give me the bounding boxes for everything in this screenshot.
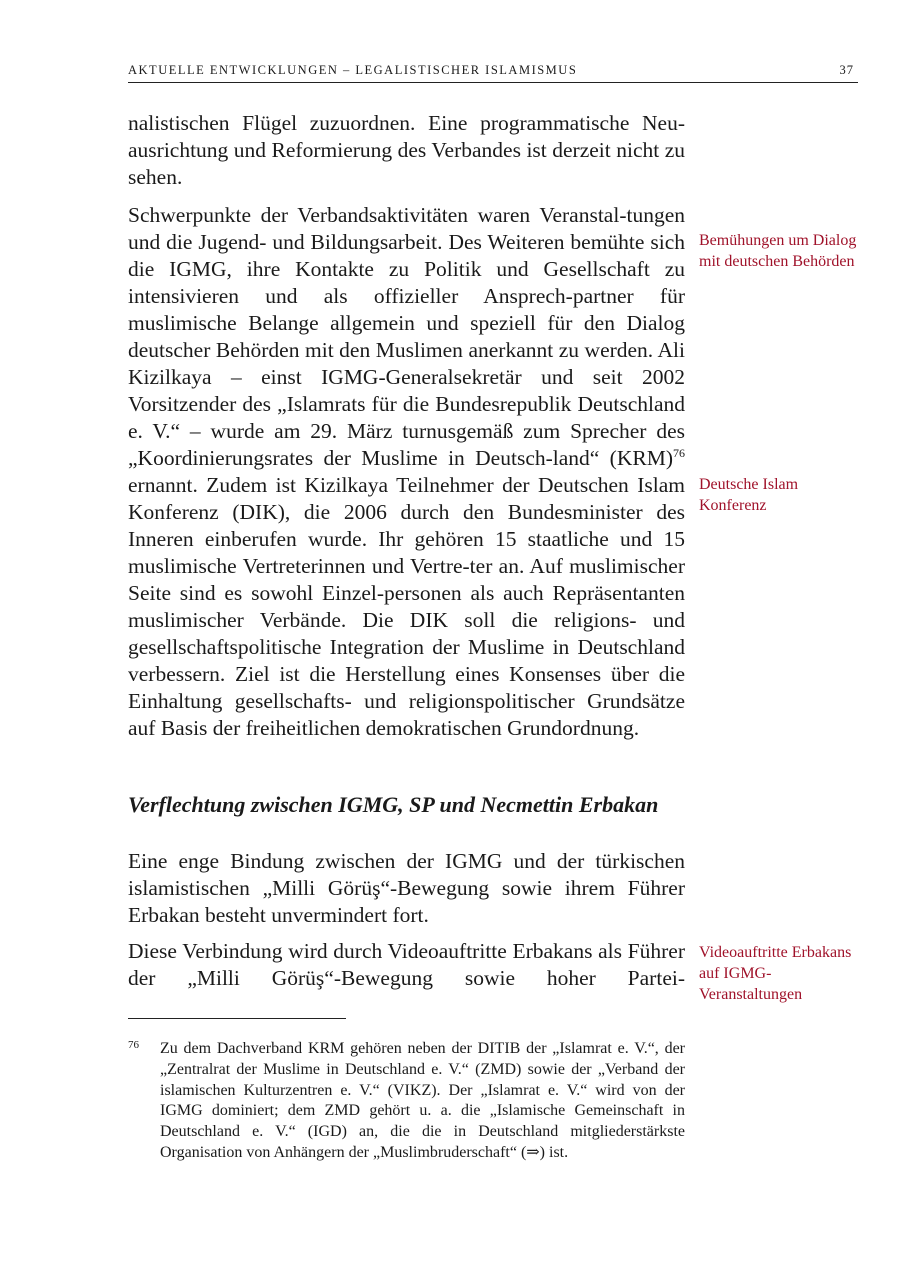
footnote-76: [128, 1039, 685, 1164]
running-title: AKTUELLE ENTWICKLUNGEN – LEGALISTISCHER ISLAMISMUS: [128, 63, 578, 77]
margin-note-dialog: Bemühungen um Dialog mit deutschen Behörden: [699, 232, 857, 270]
paragraph-2: [128, 202, 685, 742]
paragraph-1-block: [128, 110, 685, 191]
section-heading: Verflechtung zwischen IGMG, SP und Necmettin Erbakan: [128, 792, 659, 817]
footnote-number: 76: [128, 1039, 139, 1051]
paragraph-4-block: [128, 938, 685, 992]
paragraph-2-part-b: ernannt. Zudem ist Kizilkaya Teilnehmer der Deutschen Islam Konferenz (DIK), die 2006 durch den Bundesminister des Inneren einberufen wurde. Ihr gehören 15 staatliche und 15 muslimische Vertreterinnen und Vertre-ter an. Auf muslimischer Seite sind es sowohl Einzel-personen als auch Repräsentanten muslimischer Verbände. Die DIK soll die religions- und gesellschaftspolitische Integration der Muslime in Deutschland verbessern. Ziel ist die Herstellung eines Konsenses über die Einhaltung gesellschafts- und religionspolitischer Grundsätze auf Basis der freiheitlichen demokratischen Grundordnung.: [128, 473, 685, 740]
paragraph-4: Diese Verbindung wird durch Videoauftritte Erbakans als Führer der „Milli Görüş“-Bewegung sowie hoher Partei-: [128, 939, 685, 990]
paragraph-2-part-a: Schwerpunkte der Verbandsaktivitäten waren Veranstal-tungen und die Jugend- und Bildungsarbeit. Des Weiteren bemühte sich die IGMG, ihre Kontakte zu Politik und Gesellschaft zu intensivieren und als offizieller Ansprech-partner für muslimische Belange allgemein und speziell für den Dialog deutscher Behörden mit den Muslimen anerkannt zu werden. Ali Kizilkaya – einst IGMG-Generalsekretär und seit 2002 Vorsitzender des „Islamrats für die Bundesrepublik Deutschland e. V.“ – wurde am 29. März turnusgemäß zum Sprecher des „Koordinierungsrates der Muslime in Deutsch-land“ (KRM): [128, 203, 685, 470]
paragraph-1: nalistischen Flügel zuzuordnen. Eine programmatische Neu-ausrichtung und Reformierung des Verbandes ist derzeit nicht zu sehen.: [128, 111, 685, 189]
margin-note-dik: Deutsche Islam Konferenz: [699, 476, 799, 514]
running-header: [128, 63, 858, 83]
footnote-reference[interactable]: 76: [673, 445, 685, 460]
page-number: 37: [839, 63, 854, 77]
paragraph-3-block: [128, 848, 685, 929]
footnote-text: Zu dem Dachverband KRM gehören neben der DITIB der „Islamrat e. V.“, der „Zentralrat der Muslime in Deutschland e. V.“ (ZMD) sowie der „Verband der islamischen Kulturzentren e. V.“ (VIKZ). Der „Islamrat e. V.“ wird von der IGMG dominiert; dem ZMD gehört u. a. die „Islamische Gemeinschaft in Deutschland e. V.“ (IGD) an, die die in Deutschland mitgliederstärkste Organisation von Anhängern der „Muslimbruderschaft“ (⇒) ist.: [160, 1040, 685, 1161]
paragraph-2-block: [128, 202, 685, 742]
footnote-separator: [128, 1018, 346, 1019]
section-heading-block: [128, 793, 685, 816]
paragraph-3: Eine enge Bindung zwischen der IGMG und der türkischen islamistischen „Milli Görüş“-Bewegung sowie ihrem Führer Erbakan besteht unvermindert fort.: [128, 849, 685, 927]
margin-note-video: Videoauftritte Erbakans auf IGMG-Veranstaltungen: [699, 944, 852, 1003]
